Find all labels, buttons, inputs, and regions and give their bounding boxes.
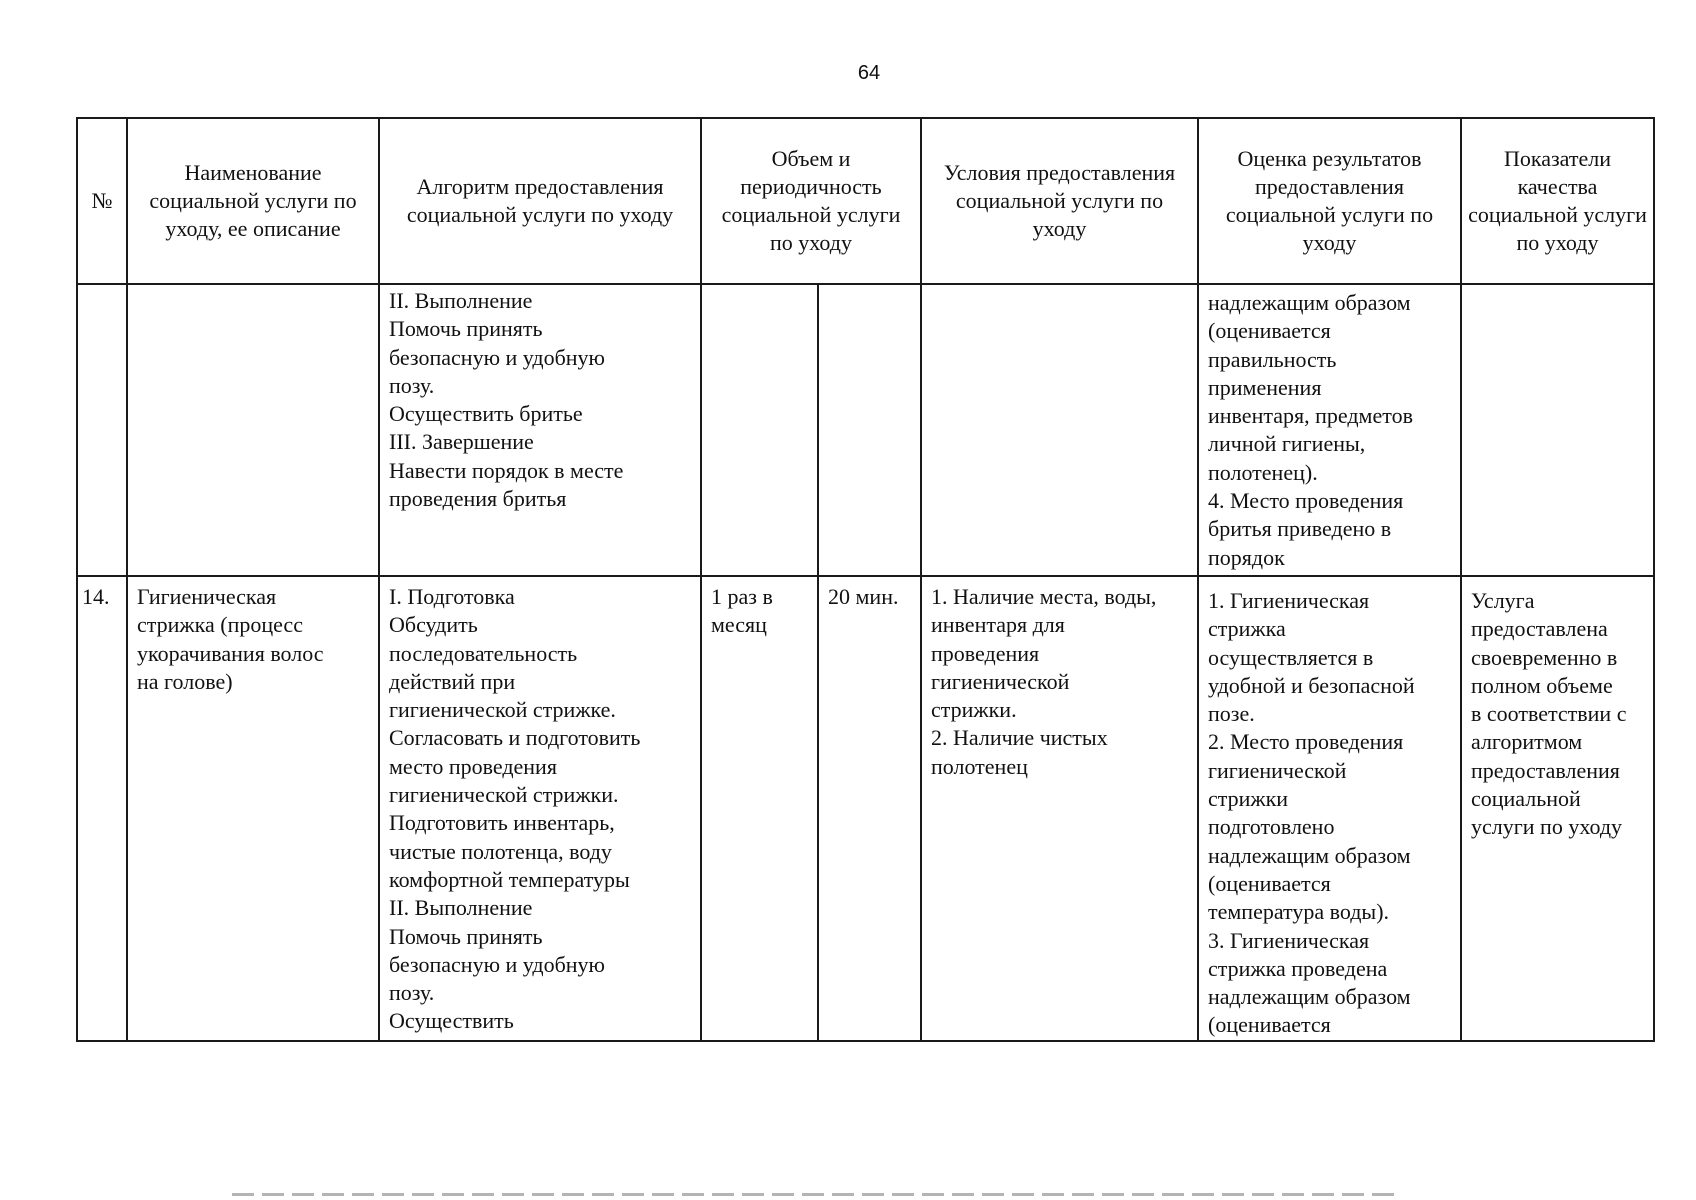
cell-quality	[1461, 284, 1654, 576]
cell-num	[77, 284, 127, 576]
header-service-name: Наименование социальной услуги по уходу, ее описание	[127, 118, 379, 284]
cell-algorithm: I. Подготовка Обсудить последовательность действий при гигиенической стрижке. Согласовать и подготовить место проведения гигиенической стрижки. Подготовить инвентарь, чистые полотенца, воду комфортной температуры II. Выполнение Помочь принять безопасную и удобную позу. Осуществить	[379, 576, 701, 1041]
cell-service-name: Гигиеническая стрижка (процесс укорачивания волос на голове)	[127, 576, 379, 1041]
cell-frequency: 1 раз в месяц	[701, 576, 818, 1041]
table-row	[77, 576, 1654, 1041]
scan-artifact-rule	[232, 1193, 1402, 1196]
cell-evaluation: надлежащим образом (оценивается правильность применения инвентаря, предметов личной гигиены, полотенец). 4. Место проведения бритья приведено в порядок	[1198, 284, 1461, 576]
cell-duration: 20 мин.	[818, 576, 921, 1041]
cell-num: 14.	[77, 576, 127, 1041]
header-conditions: Условия предоставления социальной услуги по уходу	[921, 118, 1198, 284]
header-volume-frequency: Объем и периодичность социальной услуги по уходу	[701, 118, 921, 284]
cell-quality: Услуга предоставлена своевременно в полном объеме в соответствии с алгоритмом предоставления социальной услуги по уходу	[1461, 576, 1654, 1041]
cell-evaluation: 1. Гигиеническая стрижка осуществляется в удобной и безопасной позе. 2. Место проведения гигиенической стрижки подготовлено надлежащим образом (оценивается температура воды). 3. Гигиеническая стрижка проведена надлежащим образом (оценивается	[1198, 576, 1461, 1041]
social-care-services-table	[76, 117, 1655, 1042]
cell-duration	[818, 284, 921, 576]
table-header-row	[77, 118, 1654, 284]
cell-conditions: 1. Наличие места, воды, инвентаря для проведения гигиенической стрижки. 2. Наличие чистых полотенец	[921, 576, 1198, 1041]
header-algorithm: Алгоритм предоставления социальной услуги по уходу	[379, 118, 701, 284]
cell-algorithm: II. Выполнение Помочь принять безопасную и удобную позу. Осуществить бритье III. Завершение Навести порядок в месте проведения бритья	[379, 284, 701, 576]
page-number: 64	[857, 62, 881, 84]
cell-frequency	[701, 284, 818, 576]
header-evaluation: Оценка результатов предоставления социальной услуги по уходу	[1198, 118, 1461, 284]
header-quality: Показатели качества социальной услуги по уходу	[1461, 118, 1654, 284]
table-row	[77, 284, 1654, 576]
header-num: №	[77, 118, 127, 284]
cell-conditions	[921, 284, 1198, 576]
cell-service-name	[127, 284, 379, 576]
